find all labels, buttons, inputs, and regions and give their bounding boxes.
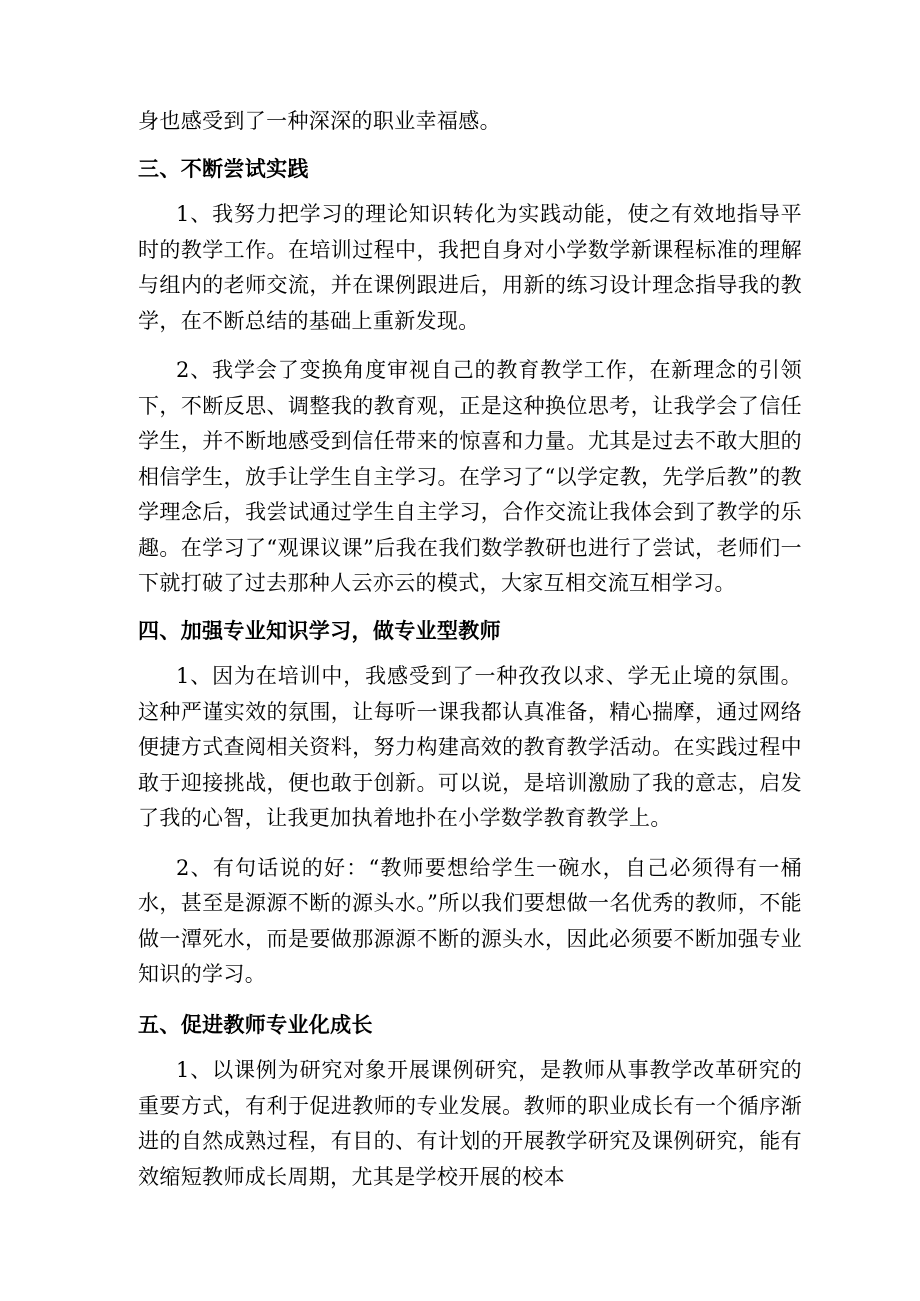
- section-heading-4: 四、加强专业知识学习，做专业型教师: [138, 617, 501, 643]
- section-heading-3: 三、不断尝试实践: [138, 155, 309, 181]
- paragraph-3-2: 2、我学会了变换角度审视自己的教育教学工作，在新理念的引领下，不断反思、调整我的教育观，正是这种换位思考，让我学会了信任学生，并不断地感受到信任带来的惊喜和力量。尤其是过去不敢大胆的相信学生，放手让学生自主学习。在学习了“以学定教，先学后教”的教学理念后，我尝试通过学生自主学习，合作交流让我体会到了教学的乐趣。在学习了“观课议课”后我在我们数学教研也进行了尝试，老师们一下就打破了过去那种人云亦云的模式，大家互相交流互相学习。: [138, 358, 802, 595]
- paragraph-3-1: 1、我努力把学习的理论知识转化为实践动能，使之有效地指导平时的教学工作。在培训过程中，我把自身对小学数学新课程标准的理解与组内的老师交流，并在课例跟进后，用新的练习设计理念指导我的教学，在不断总结的基础上重新发现。: [138, 202, 802, 333]
- paragraph-4-2: 2、有句话说的好：“教师要想给学生一碗水，自己必须得有一桶水，甚至是源源不断的源头水。”所以我们要想做一名优秀的教师，不能做一潭死水，而是要做那源源不断的源头水，因此必须要不断加强专业知识的学习。: [138, 855, 802, 986]
- paragraph-continuation: 身也感受到了一种深深的职业幸福感。: [138, 109, 501, 133]
- section-heading-5: 五、促进教师专业化成长: [138, 1011, 373, 1037]
- document-body: [138, 104, 802, 1195]
- paragraph-4-1: 1、因为在培训中，我感受到了一种孜孜以求、学无止境的氛围。这种严谨实效的氛围，让每听一课我都认真准备，精心揣摩，通过网络便捷方式查阅相关资料，努力构建高效的教育教学活动。在实践过程中敢于迎接挑战，便也敢于创新。可以说，是培训激励了我的意志，启发了我的心智，让我更加执着地扑在小学数学教育教学上。: [138, 664, 802, 830]
- paragraph-5-1: 1、以课例为研究对象开展课例研究，是教师从事教学改革研究的重要方式，有利于促进教师的专业发展。教师的职业成长有一个循序渐进的自然成熟过程，有目的、有计划的开展教学研究及课例研究，能有效缩短教师成长周期，尤其是学校开展的校本: [138, 1058, 802, 1189]
